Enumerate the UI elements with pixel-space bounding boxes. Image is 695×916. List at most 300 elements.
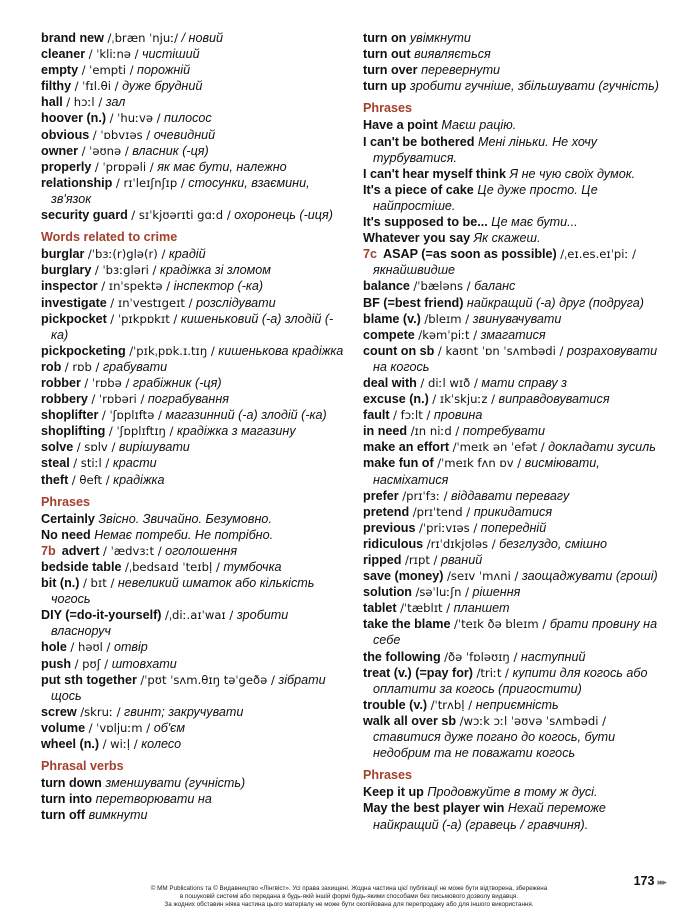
entry-word: cleaner xyxy=(41,47,86,62)
vocab-entry xyxy=(363,536,673,552)
entry-word: rob xyxy=(41,359,62,374)
entry-word: robber xyxy=(41,375,81,390)
vocab-entry xyxy=(363,584,673,600)
entry-word: hoover (n.) xyxy=(41,111,107,126)
entry-translation: якнайшвидше xyxy=(373,263,456,278)
vocab-entry xyxy=(41,391,347,407)
vocab-entry xyxy=(41,311,347,343)
entry-pronunciation: /skruː / xyxy=(80,704,121,719)
entry-word: excuse (n.) xyxy=(363,392,429,407)
entry-pronunciation: / fɔːlt / xyxy=(393,408,431,423)
vocab-entry xyxy=(41,62,347,78)
entry-word: I can't be bothered xyxy=(363,134,475,149)
entry-translation: рішення xyxy=(472,585,521,600)
vocab-entry xyxy=(363,520,673,536)
vocab-entry xyxy=(41,704,347,720)
entry-word: compete xyxy=(363,327,415,342)
vocab-entry xyxy=(363,246,673,278)
entry-translation: / новий xyxy=(181,31,224,45)
vocab-entry xyxy=(363,713,673,761)
phrase-entry xyxy=(41,775,347,791)
entry-translation: крадіжка xyxy=(113,472,165,487)
vocab-entry xyxy=(41,94,347,110)
phrase-translation: перевернути xyxy=(421,63,501,78)
entry-pronunciation: /ˈteɪk ðə bleɪm / xyxy=(454,617,547,632)
entry-pronunciation: / θeft / xyxy=(71,472,110,487)
entry-word: Certainly xyxy=(41,511,95,526)
entry-translation: кишенькова крадіжка xyxy=(218,343,344,358)
entry-word: bedside table xyxy=(41,560,122,574)
entry-word: filthy xyxy=(41,79,72,94)
vocab-entry xyxy=(363,327,673,343)
entry-translation: купити для когось або оплатити за когось (пригостити) xyxy=(373,665,648,696)
phrase-entry xyxy=(363,30,673,46)
entry-translation: оголошення xyxy=(165,543,238,558)
entry-word: turn into xyxy=(41,792,93,807)
entry-word: fault xyxy=(363,408,390,423)
entry-translation: чистіший xyxy=(142,47,200,62)
entry-pronunciation: /triːt / xyxy=(476,665,509,680)
entry-translation: розраховувати на когось xyxy=(373,343,658,374)
vocab-entry xyxy=(41,359,347,375)
vocab-entry xyxy=(41,375,347,391)
phrase-entry xyxy=(363,800,673,832)
entry-word: take the blame xyxy=(363,617,451,632)
entry-word: hall xyxy=(41,95,63,110)
entry-word: owner xyxy=(41,143,79,158)
vocab-entry xyxy=(41,472,347,488)
entry-pronunciation: /ˌbræn ˈnjuː/ xyxy=(107,31,179,45)
entry-word: turn down xyxy=(41,776,102,791)
entry-translation: як має бути, належно xyxy=(157,159,287,174)
entry-pronunciation: /bleɪm / xyxy=(424,311,470,326)
entry-pronunciation: /ˌeɪ.es.eɪˈpiː / xyxy=(560,247,636,262)
vocab-entry xyxy=(363,488,673,504)
entry-word: No need xyxy=(41,527,91,542)
phrase-translation: виявляється xyxy=(414,47,491,62)
entry-translation: заощаджувати (гроші) xyxy=(521,569,658,584)
entry-word: the following xyxy=(363,649,441,664)
phrase-translation: Продовжуйте в тому ж дусі. xyxy=(427,785,598,800)
entry-word: count on sb xyxy=(363,343,435,358)
entry-word: turn up xyxy=(363,79,407,94)
phrase-translation: Нехай переможе найкращий (-а) (гравець / гравчиня). xyxy=(373,801,606,832)
phrase-translation: Як скажеш. xyxy=(473,231,541,246)
vocab-entry xyxy=(363,391,673,407)
left-column xyxy=(41,30,347,824)
vocab-entry xyxy=(363,407,673,423)
phrase-translation: Звісно. Звичайно. Безумовно. xyxy=(98,511,272,526)
unit-label: 7c xyxy=(363,247,378,262)
entry-pronunciation: /ˈmeɪk ən ˈefət / xyxy=(452,440,545,455)
entry-word: put sth together xyxy=(41,672,137,687)
phrase-entry xyxy=(363,117,673,133)
entry-pronunciation: / ˈhuːvə / xyxy=(109,111,161,126)
entry-pronunciation: / sɒlv / xyxy=(76,440,116,455)
phrase-translation: Мені ліньки. Не хочу турбуватися. xyxy=(373,134,598,165)
entry-translation: вирішувати xyxy=(118,440,190,455)
vocab-entry xyxy=(41,543,347,559)
entry-translation: брати провину на себе xyxy=(373,617,658,648)
vocab-entry xyxy=(363,423,673,439)
entry-word: walk all over sb xyxy=(363,713,457,728)
entry-translation: неприємність xyxy=(475,697,559,712)
vocab-entry xyxy=(363,375,673,391)
entry-pronunciation: /seɪv ˈmʌni / xyxy=(447,569,519,584)
entry-translation: найкращий (-а) друг (подруга) xyxy=(466,295,644,310)
entry-pronunciation: /ˈmeɪk fʌn ɒv / xyxy=(437,456,522,471)
entry-word: relationship xyxy=(41,175,113,190)
entry-pronunciation: / ˈʃɒplɪftə / xyxy=(101,408,162,423)
entry-pronunciation: / diːl wɪð / xyxy=(420,375,478,390)
page-number xyxy=(634,874,665,888)
phrase-translation: зменшувати (гучність) xyxy=(105,776,246,791)
entry-pronunciation: / ˈɒbvɪəs / xyxy=(92,127,151,142)
phrase-translation: вимкнути xyxy=(88,808,148,823)
footer-line: За жодних обставин ніяка частина цього матеріалу не може бути скопійована для перепродажу або для іншого використання. xyxy=(164,901,534,908)
entry-word: shoplifter xyxy=(41,408,99,423)
section-heading: Phrases xyxy=(363,768,413,783)
phrase-entry xyxy=(41,807,347,823)
vocab-entry xyxy=(41,736,347,752)
entry-pronunciation: /səˈluːʃn / xyxy=(415,585,470,600)
entry-word: ASAP (=as soon as possible) xyxy=(383,247,557,262)
phrase-translation: Немає потреби. Не потрібно. xyxy=(94,527,274,542)
entry-translation: звинувачувати xyxy=(472,311,562,326)
entry-pronunciation: / ˈprɒpəli / xyxy=(94,159,154,174)
vocab-entry xyxy=(41,439,347,455)
section-heading: Phrases xyxy=(363,101,413,116)
entry-pronunciation: / wiːḷ / xyxy=(102,737,138,752)
entry-translation: пограбування xyxy=(147,392,230,407)
vocab-entry xyxy=(41,607,347,639)
entry-translation: мати справу з xyxy=(481,375,568,390)
entry-word: pickpocketing xyxy=(41,343,126,358)
entry-translation: попередній xyxy=(480,520,547,535)
phrase-entry xyxy=(363,46,673,62)
entry-translation: зробити власноруч xyxy=(51,608,289,639)
entry-word: volume xyxy=(41,720,86,735)
entry-word: advert xyxy=(61,543,100,558)
phrase-entry xyxy=(363,214,673,230)
entry-pronunciation: /ˈpʊt ˈsʌm.θɪŋ təˈgeðə / xyxy=(140,672,275,687)
entry-word: burglary xyxy=(41,263,92,278)
entry-word: inspector xyxy=(41,279,98,294)
entry-pronunciation: / pʊʃ / xyxy=(74,656,109,671)
vocab-entry xyxy=(41,127,347,143)
entry-word: treat (v.) (=pay for) xyxy=(363,665,473,680)
entry-word: DIY (=do-it-yourself) xyxy=(41,608,162,623)
vocab-entry xyxy=(363,649,673,665)
entry-word: brand new xyxy=(41,31,104,45)
entry-pronunciation: / stiːl / xyxy=(73,456,110,471)
phrase-entry xyxy=(363,134,673,166)
entry-word: Keep it up xyxy=(363,785,424,800)
entry-translation: грабіжник (-ця) xyxy=(132,375,222,390)
entry-word: robbery xyxy=(41,392,88,407)
vocab-entry xyxy=(41,423,347,439)
entry-word: trouble (v.) xyxy=(363,697,428,712)
entry-pronunciation: /wɔːk ɔːl ˈəʊvə ˈsʌmbədi / xyxy=(459,713,607,728)
entry-word: Whatever you say xyxy=(363,231,471,246)
entry-pronunciation: / ˈʃɒplɪftɪŋ / xyxy=(108,424,174,439)
entry-word: It's a piece of cake xyxy=(363,182,474,197)
vocab-entry xyxy=(363,552,673,568)
entry-word: make an effort xyxy=(363,440,450,455)
entry-pronunciation: /ˈbæləns / xyxy=(413,279,471,294)
vocab-entry xyxy=(41,110,347,126)
entry-word: investigate xyxy=(41,295,107,310)
vocab-entry xyxy=(41,455,347,471)
vocab-entry xyxy=(363,568,673,584)
entry-translation: тумбочка xyxy=(223,560,282,574)
entry-translation: грабувати xyxy=(102,359,168,374)
entry-pronunciation: / həʊl / xyxy=(70,640,111,655)
phrase-entry xyxy=(363,784,673,800)
entry-pronunciation: /ˌdiː.aɪˈwaɪ / xyxy=(164,608,234,623)
phrase-translation: зробити гучніше, збільшувати (гучність) xyxy=(409,79,659,94)
entry-translation: виправдовуватися xyxy=(498,392,610,407)
entry-translation: магазинний (-а) злодій (-ка) xyxy=(165,408,327,423)
entry-pronunciation: /rɪˈdɪkjʊləs / xyxy=(426,536,496,551)
entry-pronunciation: / ɪnˈspektə / xyxy=(101,279,171,294)
entry-translation: зал xyxy=(105,95,126,110)
entry-pronunciation: / hɔːl / xyxy=(66,95,103,110)
entry-word: burglar xyxy=(41,247,85,262)
phrase-translation: Я не чую своїх думок. xyxy=(509,166,636,181)
vocab-entry xyxy=(363,697,673,713)
entry-translation: красти xyxy=(112,456,157,471)
entry-pronunciation: /ðə ˈfɒləʊɪŋ / xyxy=(444,649,518,664)
entry-translation: ставитися дуже погано до когось, бути недобрим та не поважати когось xyxy=(373,730,616,761)
entry-pronunciation: / ɪnˈvestɪgeɪt / xyxy=(110,295,193,310)
entry-pronunciation: /rɪpt / xyxy=(404,553,438,567)
entry-word: push xyxy=(41,656,72,671)
entry-translation: штовхати xyxy=(111,656,177,671)
phrase-entry xyxy=(363,62,673,78)
vocab-entry xyxy=(41,559,347,575)
vocab-entry xyxy=(41,720,347,736)
entry-word: solution xyxy=(363,585,412,600)
entry-word: save (money) xyxy=(363,569,444,584)
vocab-entry xyxy=(41,672,347,704)
entry-pronunciation: / ˈəʊnə / xyxy=(81,143,129,158)
vocab-entry xyxy=(41,46,347,62)
entry-word: tablet xyxy=(363,601,397,616)
entry-translation: планшет xyxy=(453,601,510,616)
vocab-entry xyxy=(41,343,347,359)
entry-translation: невеликий шматок або кількість чогось xyxy=(51,576,315,607)
entry-pronunciation: /prɪˈtend / xyxy=(412,504,471,519)
entry-pronunciation: /ɪn niːd / xyxy=(410,424,460,439)
entry-pronunciation: /ˈtrʌbḷ / xyxy=(430,697,473,712)
entry-pronunciation: / ˈvɒljuːm / xyxy=(88,720,151,735)
unit-label: 7b xyxy=(41,543,56,558)
vocab-entry xyxy=(41,656,347,672)
entry-word: Have a point xyxy=(363,118,438,133)
entry-translation: рваний xyxy=(440,553,483,567)
entry-translation: гвинт; закручувати xyxy=(124,704,244,719)
vocab-entry xyxy=(41,207,347,223)
entry-word: turn on xyxy=(363,31,407,45)
entry-translation: потребувати xyxy=(462,424,545,439)
entry-pronunciation: / rɪˈleɪʃnʃɪp / xyxy=(115,175,185,190)
entry-translation: висміювати, насміхатися xyxy=(373,456,600,487)
entry-pronunciation: / ˈrɒbə / xyxy=(84,375,130,390)
entry-translation: інспектор (-ка) xyxy=(173,279,264,294)
entry-word: BF (=best friend) xyxy=(363,295,464,310)
phrase-entry xyxy=(41,511,347,527)
vocab-entry xyxy=(41,295,347,311)
entry-word: screw xyxy=(41,704,77,719)
entry-translation: докладати зусиль xyxy=(548,440,656,455)
entry-translation: розслідувати xyxy=(196,295,276,310)
entry-word: obvious xyxy=(41,127,90,142)
entry-translation: крадій xyxy=(168,247,206,262)
entry-word: shoplifting xyxy=(41,424,106,439)
entry-pronunciation: /ˈpriːvɪəs / xyxy=(419,520,478,535)
entry-word: deal with xyxy=(363,375,417,390)
copyright-footer xyxy=(110,885,588,909)
entry-pronunciation: /ˌbedsaɪd ˈteɪbḷ / xyxy=(124,560,220,574)
phrase-entry xyxy=(363,182,673,214)
entry-word: security guard xyxy=(41,208,128,223)
vocab-entry xyxy=(41,278,347,294)
entry-translation: кишеньковий (-а) злодій (-ка) xyxy=(51,311,334,342)
vocab-entry xyxy=(41,175,347,207)
entry-translation: порожній xyxy=(137,63,191,78)
entry-word: previous xyxy=(363,520,416,535)
vocab-entry xyxy=(41,159,347,175)
vocab-entry xyxy=(41,575,347,607)
vocab-entry xyxy=(41,78,347,94)
entry-pronunciation: / sɪˈkjʊərɪti gɑːd / xyxy=(131,208,231,223)
next-arrows-icon: ▸▸▸ xyxy=(657,877,665,887)
entry-word: empty xyxy=(41,63,79,78)
entry-pronunciation: /prɪˈfɜː / xyxy=(402,488,448,503)
section-heading: Phrases xyxy=(41,494,91,509)
entry-word: prefer xyxy=(363,488,399,503)
page-number-value: 173 xyxy=(633,874,655,888)
vocab-entry xyxy=(41,407,347,423)
vocab-entry xyxy=(363,343,673,375)
entry-translation: пилосос xyxy=(164,111,212,126)
entry-word: properly xyxy=(41,159,92,174)
entry-word: May the best player win xyxy=(363,801,505,816)
entry-translation: прикидатися xyxy=(473,504,553,519)
phrase-translation: Маєш рацію. xyxy=(441,118,517,133)
entry-pronunciation: / ˈædvɜːt / xyxy=(103,543,162,558)
phrase-entry xyxy=(363,78,673,94)
entry-word: balance xyxy=(363,279,410,294)
entry-pronunciation: / ˈfɪl.θi / xyxy=(74,79,119,94)
entry-translation: віддавати перевагу xyxy=(450,488,570,503)
entry-pronunciation: /ˈpɪkˌpɒk.ɪ.tɪŋ / xyxy=(129,343,215,358)
phrase-translation: перетворювати на xyxy=(95,792,212,807)
entry-translation: охоронець (-иця) xyxy=(234,208,333,223)
footer-line: в пошуковій системі або передана в будь-якій іншій формі будь-якими способами без письмового дозволу видавця. xyxy=(179,893,519,900)
entry-word: make fun of xyxy=(363,456,434,471)
vocab-entry xyxy=(41,262,347,278)
phrase-translation: Це має бути... xyxy=(491,215,578,230)
vocab-entry xyxy=(41,246,347,262)
phrase-entry xyxy=(41,527,347,543)
phrase-entry xyxy=(363,230,673,246)
entry-word: blame (v.) xyxy=(363,311,421,326)
entry-translation: очевидний xyxy=(153,127,216,142)
vocab-entry xyxy=(41,30,347,46)
vocab-entry xyxy=(363,439,673,455)
phrase-entry xyxy=(363,166,673,182)
vocab-entry xyxy=(41,639,347,655)
entry-word: solve xyxy=(41,440,74,455)
entry-translation: власник (-ця) xyxy=(132,143,209,158)
vocab-entry xyxy=(363,455,673,487)
entry-translation: наступний xyxy=(520,649,586,664)
entry-word: bit (n.) xyxy=(41,576,80,591)
section-heading: Words related to crime xyxy=(41,230,178,245)
entry-word: ripped xyxy=(363,553,402,567)
vocab-entry xyxy=(363,311,673,327)
entry-pronunciation: / bɪt / xyxy=(82,576,115,591)
entry-translation: об'єм xyxy=(153,720,186,735)
vocab-entry xyxy=(363,616,673,648)
entry-word: It's supposed to be... xyxy=(363,215,488,230)
vocab-entry xyxy=(363,278,673,294)
entry-word: I can't hear myself think xyxy=(363,166,506,181)
entry-word: pickpocket xyxy=(41,311,107,326)
vocab-entry xyxy=(41,143,347,159)
section-heading: Phrasal verbs xyxy=(41,759,124,774)
entry-pronunciation: / ˈempti / xyxy=(81,63,134,78)
phrase-entry xyxy=(41,791,347,807)
entry-word: hole xyxy=(41,640,67,655)
entry-pronunciation: / ˈbɜːgləri / xyxy=(94,263,157,278)
entry-translation: стосунки, взаємини, зв'язок xyxy=(51,175,310,206)
entry-word: theft xyxy=(41,472,69,487)
entry-word: turn over xyxy=(363,63,418,78)
entry-pronunciation: / rɒb / xyxy=(64,359,100,374)
entry-pronunciation: / ˈkliːnə / xyxy=(88,47,139,62)
entry-translation: зібрати щось xyxy=(51,672,326,703)
vocab-entry xyxy=(363,295,673,311)
entry-word: turn out xyxy=(363,47,411,62)
entry-pronunciation: / kaʊnt ˈɒn ˈsʌmbədi / xyxy=(437,343,564,358)
right-column xyxy=(363,30,673,833)
vocab-entry xyxy=(363,600,673,616)
entry-word: ridiculous xyxy=(363,536,424,551)
entry-pronunciation: / ˈrɒbəri / xyxy=(91,392,145,407)
entry-word: in need xyxy=(363,424,408,439)
entry-translation: отвір xyxy=(113,640,148,655)
entry-translation: дуже брудний xyxy=(122,79,203,94)
entry-word: steal xyxy=(41,456,70,471)
footer-line: © MM Publications та © Видавництво «Лінгвіст». Усі права захищені. Жодна частина цієї публікації не може бути відтворена, збережена xyxy=(150,885,548,892)
phrase-translation: Це дуже просто. Це найпростіше. xyxy=(373,182,598,213)
entry-pronunciation: /kəmˈpiːt / xyxy=(418,327,478,342)
phrase-translation: увімкнути xyxy=(409,31,471,45)
entry-word: pretend xyxy=(363,504,410,519)
entry-translation: провина xyxy=(433,408,483,423)
entry-word: turn off xyxy=(41,808,86,823)
entry-translation: крадіжка з магазину xyxy=(176,424,296,439)
vocab-entry xyxy=(363,665,673,697)
entry-pronunciation: / ˈpɪkpɒkɪt / xyxy=(110,311,178,326)
entry-pronunciation: /ˈtæblɪt / xyxy=(400,601,451,616)
entry-translation: безглуздо, смішно xyxy=(499,536,608,551)
entry-word: wheel (n.) xyxy=(41,737,100,752)
entry-translation: змагатися xyxy=(480,327,546,342)
